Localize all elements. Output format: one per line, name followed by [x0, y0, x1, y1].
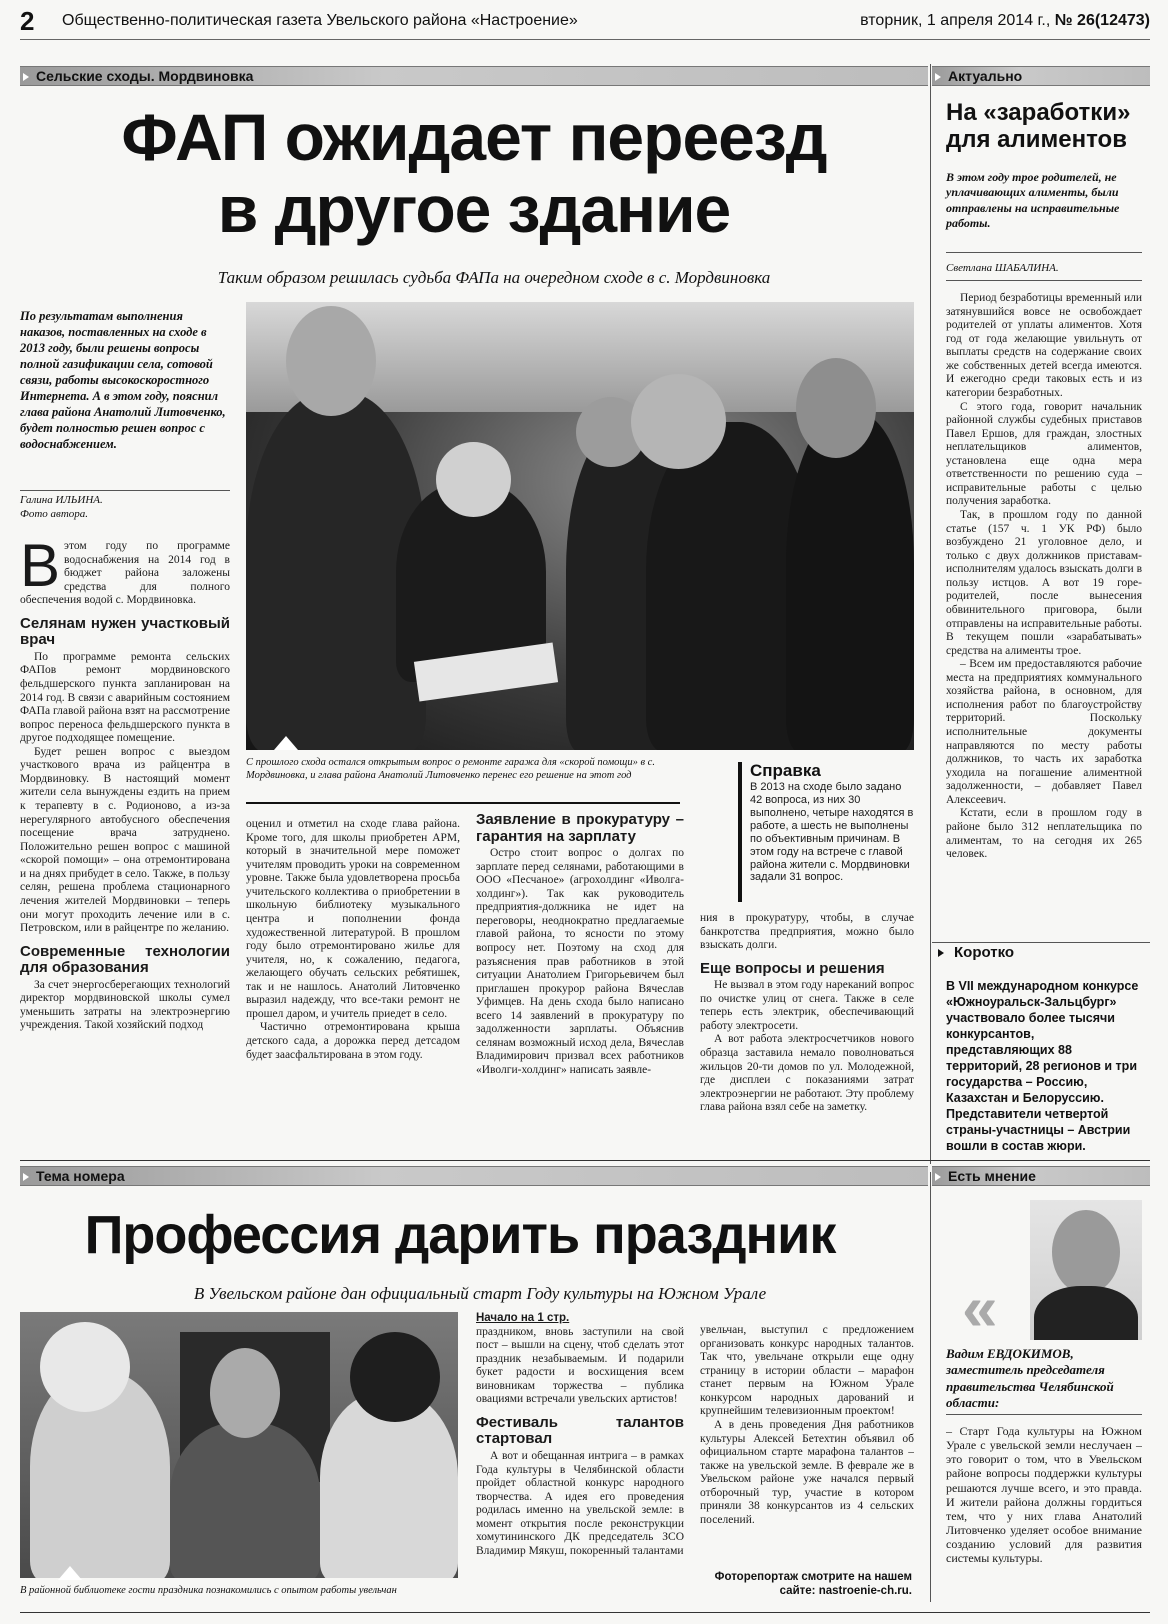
triangle-marker-icon — [23, 1173, 29, 1181]
figure-man-right — [786, 412, 914, 750]
article3-photo — [20, 1312, 458, 1578]
figure-head — [436, 442, 511, 517]
rubric-bar-article3 — [20, 1166, 928, 1186]
lead-divider — [20, 490, 230, 491]
page-bottom-rule — [20, 1612, 1150, 1613]
rubric-bar-article1 — [20, 66, 928, 86]
article2-title-line1: На «заработки» — [946, 99, 1131, 126]
column-divider-bottom — [930, 1172, 931, 1602]
paragraph: Период безработицы временный или затянувшийся вовсе не освобождает родителей от уплаты алиментов. Хотя год от года желающие увильнуть от выплаты средств на содержание своих же собственных детей всегда имеются. И ежегодно среди таковых есть и из категории безработных. — [946, 292, 1142, 399]
reference-text: В 2013 на сходе было задано 42 вопроса, из них 30 выполнено, четыре находятся в работе, а шесть не выполнены по объективным причинам. В этом году на встрече с главой района жители с. Мордвиновки задали 31 вопрос. — [750, 780, 914, 884]
paragraph: Частично отремонтирована крыша детского сада, а дорожка перед детсадом будет заасфальтирована в этом году. — [246, 1021, 460, 1061]
figure-head — [210, 1348, 280, 1438]
subhead-doctor: Селянам нужен участковый врач — [20, 614, 230, 649]
paragraph: Кстати, если в прошлом году в районе было 312 неплательщика по алиментам, то на сегодня их 265 человек. — [946, 807, 1142, 861]
subhead-festival: Фестиваль талантов стартовал — [476, 1413, 684, 1448]
paragraph: ния в прокуратуру, чтобы, в случае банкротства предприятия, можно было взыскать долги. — [700, 912, 914, 952]
article3-subtitle: В Увельском районе дан официальный старт Году культуры на Южном Урале — [193, 1284, 767, 1303]
opinion-divider — [946, 1414, 1142, 1415]
author: Галина ИЛЬИНА. — [20, 494, 103, 506]
reference-box — [738, 762, 914, 902]
article1-subtitle: Таким образом решилась судьба ФАПа на очередном сходе в с. Мордвиновка — [217, 268, 771, 287]
photo-credit: Фото автора. — [20, 507, 89, 520]
article1-title-line1: ФАП ожидает переезд — [121, 100, 827, 174]
article1-photo — [246, 302, 914, 750]
triangle-marker-icon — [935, 1173, 941, 1181]
paragraph: А вот и обещанная интрига – в рамках Года культуры в Челябинской области пройдет областной конкурс народного творчества. А идея его проведения родилась именно на увельской земле: в момент открытия после реконструкции хомутининского ДК председатель ЗСО Владимир Мякуш, покоренный талантами — [476, 1449, 684, 1557]
issue-date — [860, 12, 1150, 30]
paragraph: Так, в прошлом году по данной статье (157 ч. 1 УК РФ) было возбуждено 21 уголовное дело, и только с двух должников приставам-исполнителям удалось взыскать долги в пользу истцов. А вот 19 горе-родителей, после вынесения обвинительного приговора, были отправлены на исправительные работы. В текущем пошли «зарабатывать» средства на алименты трое. — [946, 509, 1142, 657]
article1-byline — [20, 494, 230, 522]
paragraph: Не вызвал в этом году нареканий вопрос по очистке улиц от снега. Также в селе теперь есть электрик, обеспечивающий работу электросети. — [700, 979, 914, 1032]
rubric-label: Актуально — [948, 68, 1023, 84]
subhead-technology: Современные технологии для образования — [20, 942, 230, 977]
article2-body — [946, 292, 1142, 912]
paragraph: увельчан, выступил с предложением организовать конкурс народных талантов. Так что, увельчане открыли еще одну страницу в истории области – марафон станет первым на Южном Урале конкурсом народных дарований и крупнейшим телевизионным проектом! — [700, 1324, 914, 1418]
portrait-suit — [1034, 1286, 1138, 1340]
intro-text: этом году по программе водоснабжения на 2014 год в бюджет района заложены средства для полного обеспечения водой с. Мордвиновка. — [20, 540, 230, 607]
paragraph: – Всем им предоставляются рабочие места на предприятиях коммунального хозяйства района, в основном, для исполнения работ по благоустройству территорий. Поскольку исполнительные документы направляются по месту работы должников, то часть их заработка уходила на погашение алиментной задолженности, – добавляет Павел Алексеевич. — [946, 658, 1142, 806]
article1-photo-caption: С прошлого схода остался открытым вопрос о ремонте гаража для «скорой помощи» в с. Мордвиновка, и глава района Анатолий Литовченко перенес его решение на этот год — [246, 757, 655, 782]
rubric-bar-opinion — [932, 1166, 1150, 1186]
figure-man-center — [170, 1422, 320, 1578]
opinion-position: заместитель председателя правительства Челябинской области: — [946, 1362, 1114, 1410]
paragraph: За счет энергосберегающих технологий директор мордвиновской школы сумел уменьшить затраты на электроэнергию учреждения. Такой хозяйский подход — [20, 978, 230, 1032]
paragraph: По программе ремонта сельских ФАПов ремонт мордвиновского фельдшерского пункта запланирован на 2014 год. В связи с аварийным состоянием ФАПа главой района взят на рассмотрение вопрос переноса фельдшерского пункта в другое подходящее помещение. — [20, 650, 230, 745]
date-text: вторник, 1 апреля 2014 г., — [860, 12, 1051, 29]
continued-note: Начало на 1 стр. — [476, 1312, 570, 1324]
article2-title — [946, 100, 1142, 154]
opinion-author — [946, 1346, 1142, 1411]
portrait-head — [1052, 1210, 1120, 1294]
article1-column-3 — [476, 812, 684, 1132]
paragraph: оценил и отметил на сходе глава района. Кроме того, для школы приобретен АРМ, который в значительной мере поможет учителям проводить уроки на современном уровне. Также была удовлетворена просьба учительского коллектива о приобретении в школьную библиотеку музыкального центра и пополнении фонда художественной литературой. В прошлом году было отремонтировано жилье для учителя, но, к сожалению, педагога, желающего обучать сельских ребятишек, так и не нашлось. Анатолий Литовченко выразил надежду, что все-таки ремонт не прошел даром, и учитель приедет в село. — [246, 818, 460, 1020]
rubric-bar-short — [932, 942, 1150, 962]
article1-title — [20, 100, 928, 246]
article1-lead: По результатам выполнения наказов, поставленных на сходе в 2013 году, были решены вопросы полной газификации села, сотовой связи, работы высокоскоростного Интернета. А в этом году, пояснил глава района Анатолий Литовченко, будет полностью решен вопрос с водоснабжением. — [20, 309, 226, 451]
triangle-marker-icon — [23, 73, 29, 81]
quote-mark-icon: « — [962, 1272, 998, 1344]
paragraph: Будет решен вопрос с выездом участкового врача из райцентра в Мордвиновку. В настоящий момент жители села вынуждены ездить на прием к терапевту в с. Родионово, а из-за нерегулярного автобусного обеспечения посещение врача затруднено. Положительно решен вопрос с машиной «скорой помощи» – она отремонтирована и на днях прибудет в село. Также, в пользу селян, решена проблема стационарного лечения жителей Мордвиновки – теперь они могут проходить лечение или в с. Петровском, или в райцентре по желанию. — [20, 745, 230, 935]
triangle-marker-icon — [58, 1566, 82, 1580]
rubric-label: Коротко — [954, 944, 1015, 961]
article3-photo-caption: В районной библиотеке гости праздника познакомились с опытом работы увельчан — [20, 1585, 397, 1596]
issue-number: № 26(12473) — [1054, 12, 1150, 29]
paragraph: А вот работа электросчетчиков нового образца заставила немало поволноваться жильцов 20-ти домов по ул. Молодежной, где дисплеи с показаниями затрат электроэнергии не работают. Эту проблему глава района взял себе на заметку. — [700, 1033, 914, 1114]
paragraph: праздником, вновь заступили на свой пост – вышли на сцену, чтоб сделать этот праздник незабываемым. И подарили букет радости и восхищения всем виновникам торжества – публика овациями встречали увельских артистов! — [476, 1325, 684, 1406]
byline-divider — [946, 280, 1142, 281]
triangle-marker-icon — [938, 949, 944, 957]
lead-divider — [946, 252, 1142, 253]
section-divider — [20, 1160, 1150, 1161]
triangle-marker-icon — [274, 736, 298, 750]
reference-title: Справка — [750, 761, 821, 780]
subhead-other-questions: Еще вопросы и решения — [700, 959, 885, 977]
article3-column-2 — [700, 1324, 914, 1564]
caption-rule — [246, 802, 680, 804]
article2-lead: В этом году трое родителей, не уплачивающих алименты, были отправлены на исправительные работы. — [946, 170, 1120, 231]
rubric-label: Сельские сходы. Мордвиновка — [36, 68, 254, 84]
subhead-prosecutor: Заявление в прокуратуру – гарантия на зарплату — [476, 812, 684, 845]
article1-column-1 — [20, 540, 230, 1130]
rubric-label: Тема номера — [36, 1168, 125, 1184]
rubric-bar-article2 — [932, 66, 1150, 86]
opinion-quote: – Старт Года культуры на Южном Урале с увельской земли неслучаен – это говорит о том, что в Увельском районе вопросы поддержки культуры решаются лучше всего, и это правда. И жители района должны гордиться тем, что у них глава Анатолий Литовченко уделяет особое внимание созданию условий для развития системы культуры. — [946, 1424, 1142, 1566]
newspaper-name: Общественно-политическая газета Увельского района «Настроение» — [62, 12, 578, 29]
photo-report-link[interactable]: Фоторепортаж смотрите на нашем сайте: nastroenie-ch.ru. — [714, 1571, 912, 1598]
figure-head — [631, 374, 726, 469]
article1-column-2 — [246, 818, 460, 1138]
article1-column-4 — [700, 912, 914, 1132]
page-number: 2 — [20, 6, 35, 36]
paragraph: А в день проведения Дня работников культуры Алексей Бетехтин объявил об официальном старте марафона талантов – также на увельской земле. В феврале же в Увельском районе уже начался первый отборочный тур, участие в котором приняли 38 конкурсантов из 4 сельских поселений. — [700, 1418, 914, 1526]
article1-title-line2: в другое здание — [217, 172, 731, 246]
figure-head — [350, 1332, 440, 1422]
article2-author: Светлана ШАБАЛИНА. — [946, 262, 1059, 274]
paragraph: Остро стоит вопрос о долгах по зарплате перед селянами, работающими в ООО «Песчаное» (агрохолдинг «Иволга-холдинг»). Так как руководитель предприятия-должника не идет на переговоры, неоднократно предлагаемые главой района, то ясности по этому вопросу нет. Поэтому на сход для разъяснения прав работников в этой ситуации Анатолием Григорьевичем был приглашен прокурор района Вячеслав Уфимцев. На день схода было написано всего 14 заявлений в прокуратуру по задолженности зарплаты. Объяснив селянам возможный исход дела, Вячеслав Владимирович призвал всех работников «Иволги-холдинг» написать заявле- — [476, 847, 684, 1076]
triangle-marker-icon — [935, 73, 941, 81]
figure-head — [796, 358, 876, 458]
column-divider — [930, 64, 931, 1164]
rubric-label: Есть мнение — [948, 1168, 1036, 1184]
figure-head — [40, 1322, 130, 1412]
article2-title-line2: для алиментов — [946, 125, 1127, 153]
author-portrait — [1030, 1200, 1142, 1340]
page-header — [20, 6, 1150, 40]
article3-column-1 — [476, 1312, 684, 1608]
article3-title: Профессия дарить праздник — [84, 1205, 836, 1265]
opinion-name: Вадим ЕВДОКИМОВ, — [946, 1346, 1074, 1361]
drop-cap: В — [20, 540, 61, 599]
short-news-text: В VII международном конкурсе «Южноуральск-Зальцбург» участвовало более тысячи конкурсантов, представляющих 88 территорий, 28 регионов и три государства – Россию, Казахстан и Белоруссию. Представители четвертой страны-участницы – Австрии вошли в состав жюри. — [946, 979, 1139, 1153]
figure-head — [286, 306, 376, 416]
paragraph: С этого года, говорит начальник районной службы судебных приставов Павел Ершов, для граждан, злостных неплательщиков алиментов, установлена еще одна мера ответственности по решению суда – исправительные работы с целью получения заработка. — [946, 400, 1142, 508]
